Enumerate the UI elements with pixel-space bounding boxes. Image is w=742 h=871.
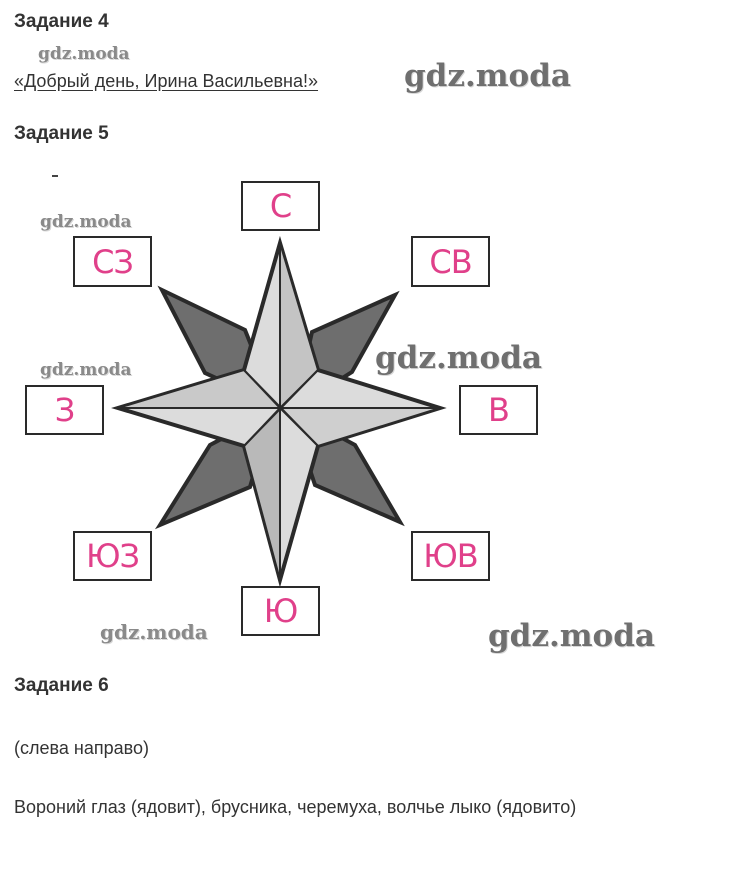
task6-note: (слева направо) [14, 738, 149, 758]
label-north: С [241, 181, 320, 231]
task4-answer: «Добрый день, Ирина Васильевна!» [14, 71, 319, 91]
watermark: gdz.moda [40, 212, 132, 232]
task5-heading: Задание 5 [14, 123, 109, 144]
watermark: gdz.moda [488, 618, 655, 654]
label-southeast: ЮВ [411, 531, 490, 581]
label-west: З [25, 385, 104, 435]
watermark: gdz.moda [40, 360, 132, 380]
task6-heading: Задание 6 [14, 675, 109, 696]
watermark: gdz.moda [375, 340, 542, 376]
label-southwest: ЮЗ [73, 531, 152, 581]
label-northeast: СВ [411, 236, 490, 287]
task6-answer: Вороний глаз (ядовит), брусника, черемуха, волчье лыко (ядовито) [14, 797, 577, 817]
watermark: gdz.moda [38, 44, 130, 64]
label-south: Ю [241, 586, 320, 636]
watermark: gdz.moda [404, 58, 571, 94]
task4-heading: Задание 4 [14, 11, 109, 32]
label-northwest: СЗ [73, 236, 152, 287]
label-east: В [459, 385, 538, 435]
watermark: gdz.moda [100, 620, 208, 644]
